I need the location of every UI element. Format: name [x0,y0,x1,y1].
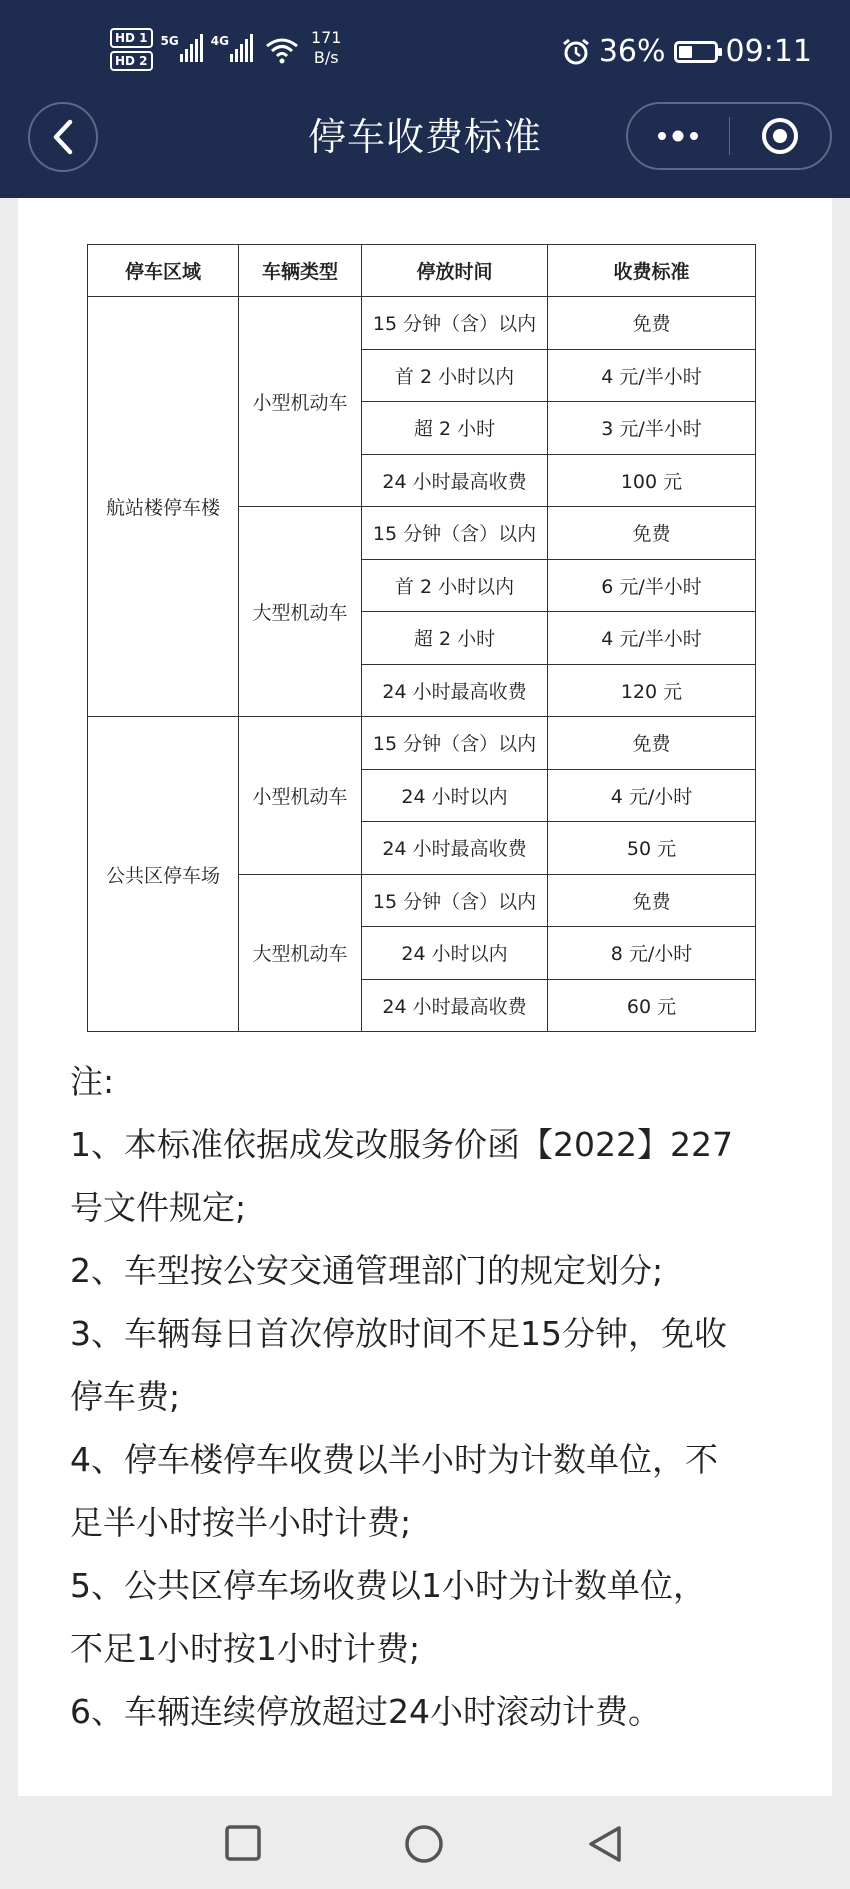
time-cell: 首 2 小时以内 [362,559,548,612]
signal-4g [211,34,253,62]
fee-cell: 6 元/半小时 [548,559,756,612]
note-line: 1、本标准依据成发改服务价函【2022】227 [70,1125,733,1164]
more-button[interactable] [628,104,729,168]
fee-cell: 免费 [548,507,756,560]
vehicle-type-cell: 小型机动车 [239,297,362,507]
hd-badge-1: HD 1 [110,28,153,48]
net-label-4g: 4G [210,34,229,48]
fee-cell: 免费 [548,874,756,927]
time-cell: 首 2 小时以内 [362,349,548,402]
fee-cell: 100 元 [548,454,756,507]
signal-bars-icon [180,34,203,62]
fee-cell: 免费 [548,717,756,770]
notes-heading: 注: [70,1062,115,1101]
time-cell: 15 分钟（含）以内 [362,717,548,770]
fee-cell: 50 元 [548,822,756,875]
note-line: 停车费; [70,1377,181,1416]
vehicle-type-cell: 大型机动车 [239,507,362,717]
triangle-back-icon[interactable] [586,1824,624,1864]
time-cell: 超 2 小时 [362,402,548,455]
note-line: 4、停车楼停车收费以半小时为计数单位，不 [70,1440,718,1479]
table-row [88,297,756,350]
header-fee: 收费标准 [548,245,756,297]
speed-unit: B/s [313,48,339,67]
zone-cell: 公共区停车场 [88,717,239,1032]
wifi-icon [265,36,299,64]
time-cell: 15 分钟（含）以内 [362,297,548,350]
time-cell: 24 小时最高收费 [362,979,548,1032]
system-nav-bar [0,1796,850,1889]
battery-percent: 36% [598,34,666,69]
nav-bar [0,100,850,198]
fee-cell: 免费 [548,297,756,350]
close-button[interactable] [730,104,831,168]
speed-value: 171 [310,28,342,47]
fee-cell: 4 元/小时 [548,769,756,822]
time-cell: 24 小时以内 [362,927,548,980]
net-label-5g: 5G [160,34,179,48]
signal-5g [161,34,203,62]
fee-cell: 8 元/小时 [548,927,756,980]
page-title: 停车收费标准 [307,115,542,159]
status-left [110,28,341,71]
status-right [561,34,812,69]
hd-badge-2: HD 2 [110,51,153,71]
time-cell: 15 分钟（含）以内 [362,874,548,927]
more-dots-icon [656,130,700,142]
clock: 09:11 [725,34,812,69]
content-card [18,198,832,1796]
note-line: 不足1小时按1小时计费; [70,1629,421,1668]
fee-cell: 3 元/半小时 [548,402,756,455]
network-speed [311,28,342,68]
time-cell: 超 2 小时 [362,612,548,665]
square-icon[interactable] [224,1824,262,1862]
time-cell: 15 分钟（含）以内 [362,507,548,560]
fee-cell: 60 元 [548,979,756,1032]
time-cell: 24 小时最高收费 [362,664,548,717]
time-cell: 24 小时最高收费 [362,454,548,507]
table-row [88,717,756,770]
vehicle-type-cell: 小型机动车 [239,717,362,875]
fee-table [87,244,756,1032]
time-cell: 24 小时以内 [362,769,548,822]
circle-icon[interactable] [404,1824,444,1864]
status-bar [0,0,850,100]
time-cell: 24 小时最高收费 [362,822,548,875]
close-target-icon [760,116,800,156]
note-line: 6、车辆连续停放超过24小时滚动计费。 [70,1692,661,1731]
header-time: 停放时间 [362,245,548,297]
alarm-icon [561,37,591,67]
signal-bars-icon [230,34,253,62]
hd-badges [110,28,153,71]
top-bar [0,0,850,198]
note-line: 足半小时按半小时计费; [70,1503,412,1542]
note-line: 2、车型按公安交通管理部门的规定划分; [70,1251,664,1290]
fee-cell: 120 元 [548,664,756,717]
note-line: 3、车辆每日首次停放时间不足15分钟，免收 [70,1314,727,1353]
table-header-row [88,245,756,297]
zone-cell: 航站楼停车楼 [88,297,239,717]
header-vehicle: 车辆类型 [239,245,362,297]
fee-cell: 4 元/半小时 [548,612,756,665]
battery-icon [674,41,718,63]
header-zone: 停车区域 [88,245,239,297]
vehicle-type-cell: 大型机动车 [239,874,362,1032]
mini-program-capsule [626,102,832,170]
notes [70,1050,800,1743]
note-line: 5、公共区停车场收费以1小时为计数单位， [70,1566,706,1605]
note-line: 号文件规定; [70,1188,247,1227]
fee-cell: 4 元/半小时 [548,349,756,402]
